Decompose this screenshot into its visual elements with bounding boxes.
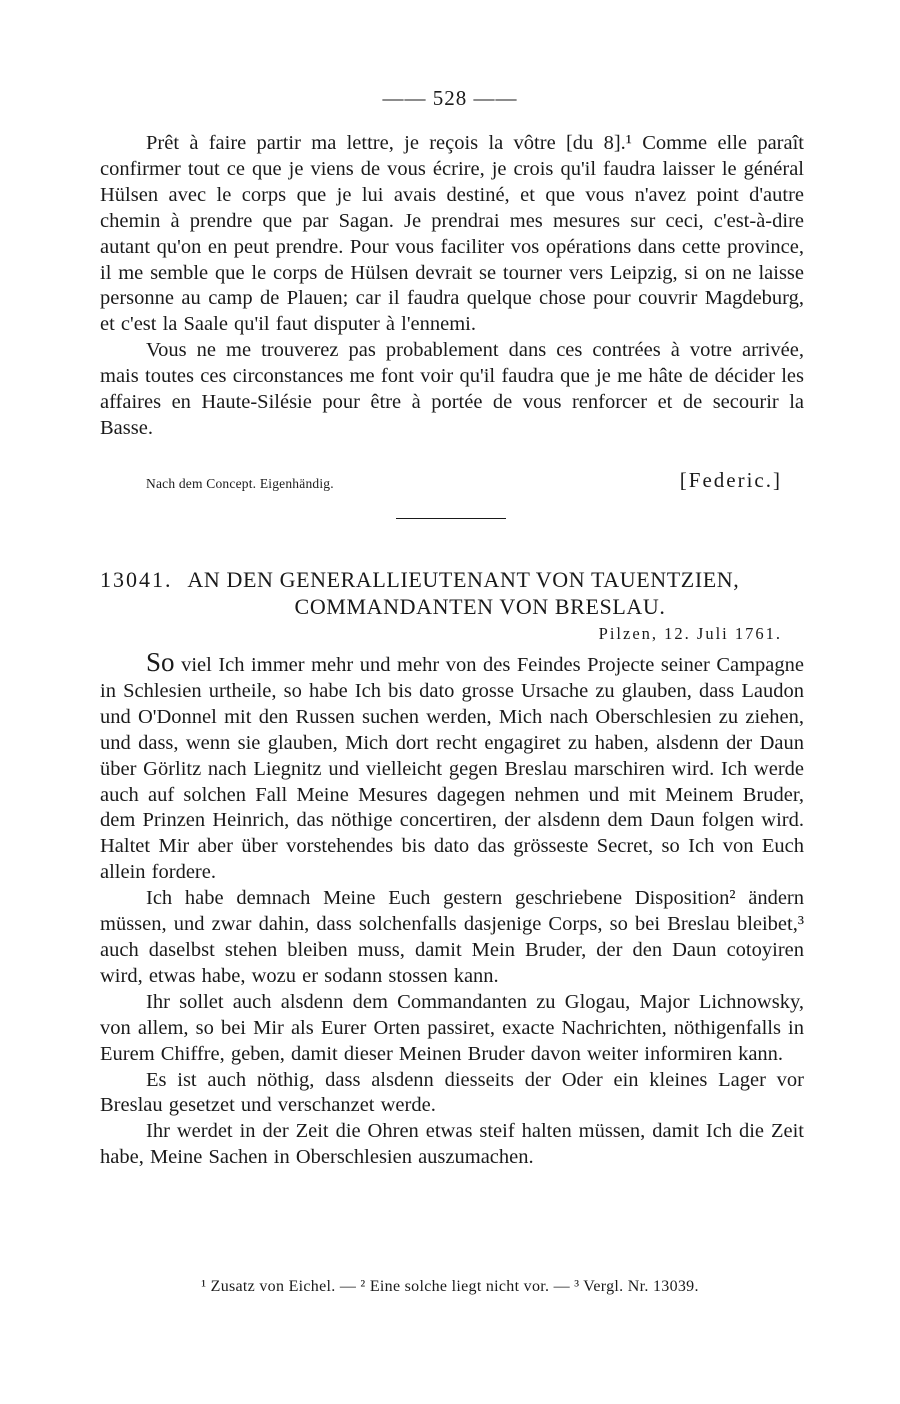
letter-addressee: AN DEN GENERALLIEUTENANT VON TAUENTZIEN, (187, 567, 740, 592)
page-number-dash-right: —— (473, 86, 518, 110)
page-number-dash-left: —— (382, 86, 427, 110)
section-divider (396, 518, 506, 519)
page-number (0, 86, 900, 111)
letter-heading (100, 566, 810, 620)
letter-heading-line-2: COMMANDANTEN VON BRESLAU. (294, 594, 666, 619)
previous-letter-paragraph: Prêt à faire partir ma lettre, je reçois la vôtre [du 8].¹ Comme elle paraît confirmer tout ce que je viens de vous écrire, je crois qu'il faudra laisser le général Hülsen avec le corps que je lui avais destiné, et que vous n'avez point d'autre chemin à prendre que par Sagan. Je prendrai mes mesures sur ceci, c'est-à-dire autant qu'on en peut prendre. Pour vous faciliter vos opérations dans cette province, il me semble que le corps de Hülsen devrait se tourner vers Leipzig, si on ne laisse personne au camp de Plauen; car il faudra quelque chose pour couvrir Magdeburg, et c'est la Saale qu'il faut disputer à l'ennemi. (100, 132, 804, 336)
letter-paragraph: Ihr werdet in der Zeit die Ohren etwas steif halten müssen, damit Ich die Zeit habe, Meine Sachen in Oberschlesien auszumachen. (100, 1120, 804, 1169)
first-paragraph-text: viel Ich immer mehr und mehr von des Feindes Projecte seiner Campagne in Schlesien urtheile, so habe Ich bis dato grosse Ursache zu glauben, dass Laudon und O'Donnel mit den Russen suchen werden, Mich nach Oberschlesien zu ziehen, und dass, wenn sie glauben, Mich dort recht engagiret zu haben, alsdenn der Daun über Görlitz nach Liegnitz und vielleicht gegen Breslau marschiren wird. Ich werde auch auf solchen Fall Meine Mesures dagegen nehmen und mit Meinem Bruder, dem Prinzen Heinrich, das nöthige concertiren, der alsdenn dem Daun folgen wird. Haltet Mir aber über vorstehendes bis dato das grösseste Secret, so Ich von Euch allein fordere. (100, 654, 804, 884)
footnotes: ¹ Zusatz von Eichel. — ² Eine solche liegt nicht vor. — ³ Vergl. Nr. 13039. (201, 1278, 699, 1295)
letter-paragraph (100, 647, 804, 886)
dateline: Pilzen, 12. Juli 1761. (598, 624, 782, 643)
signature: [Federic.] (679, 468, 782, 492)
source-note: Nach dem Concept. Eigenhändig. (146, 476, 334, 491)
previous-letter-paragraph: Vous ne me trouverez pas probablement dans ces contrées à votre arrivée, mais toutes ces circonstances me font voir qu'il faudra que je me hâte de décider les affaires en Haute-Silésie pour être à portée de vous renforcer et de secourir la Basse. (100, 339, 804, 439)
initial-word: So (146, 647, 175, 677)
signature-row (146, 468, 782, 494)
letter-heading-line-1 (100, 566, 810, 593)
letter-paragraph: Es ist auch nöthig, dass alsdenn diesseits der Oder ein kleines Lager vor Breslau gesetzet und verschanzet werde. (100, 1068, 804, 1117)
letter-paragraph: Ihr sollet auch alsdenn dem Commandanten zu Glogau, Major Lichnowsky, von allem, so bei Mir als Eurer Orten passiret, exacte Nachrichten, nöthigenfalls in Eurem Chiffre, geben, damit dieser Meinen Bruder davon weiter informiren kann. (100, 990, 804, 1065)
letter-body (100, 647, 804, 1171)
letter-number: 13041. (100, 567, 173, 592)
page-number-value: 528 (432, 86, 468, 110)
previous-letter-body (100, 131, 804, 442)
letter-paragraph: Ich habe demnach Meine Euch gestern geschriebene Disposition² ändern müssen, und zwar dahin, dass solchenfalls dasjenige Corps, so bei Breslau bleibet,³ auch daselbst stehen bleiben muss, damit Mein Bruder, der den Daun cotoyiren wird, etwas habe, wozu er sodann stossen kann. (100, 887, 804, 987)
